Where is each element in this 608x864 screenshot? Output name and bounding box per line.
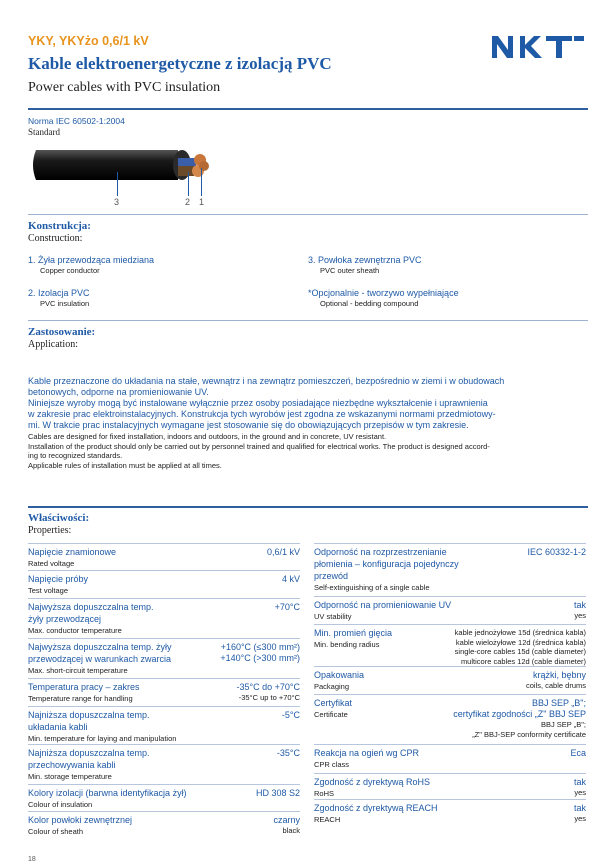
property-label-en: UV stability: [314, 612, 352, 621]
construction-item-pl: *Opcjonalnie - tworzywo wypełniające: [308, 288, 459, 298]
property-value: BBJ SEP „B";: [531, 698, 586, 708]
property-value: +160°C (≤300 mm²): [220, 642, 300, 652]
property-value-en: BBJ SEP „B";: [540, 720, 586, 729]
construction-item: [308, 288, 459, 308]
property-row: [28, 598, 300, 638]
property-value-en: kable wielożyłowe 12d (średnica kabla): [455, 637, 586, 647]
property-value: certyfikat zgodności „Z" BBJ SEP: [453, 709, 586, 719]
property-value-en: yes: [574, 611, 586, 620]
properties-title: Właściwości:: [28, 512, 90, 524]
construction-item-en: PVC insulation: [40, 299, 90, 308]
property-label-en: Min. temperature for laying and manipulation: [28, 734, 177, 743]
property-label: Kolor powłoki zewnętrznej: [28, 815, 133, 825]
property-row: [314, 666, 586, 694]
property-value: -35°C: [276, 748, 300, 758]
construction-item: [28, 288, 90, 308]
application-line: mi. W trakcie prac instalacyjnych wymagane jest stosowanie się do obowiązujących przepisów w tym zakresie.: [28, 420, 469, 430]
property-value: IEC 60332-1-2: [527, 547, 586, 557]
property-label: układania kabli: [28, 722, 88, 732]
property-label: Zgodność z dyrektywą RoHS: [314, 777, 431, 787]
property-value: +70°C: [274, 602, 300, 612]
property-row: [28, 784, 300, 811]
application-line: Installation of the product should only be carried out by personnel trained and qualified for electrical works. The product is designed accord-: [28, 441, 490, 451]
application-subtitle: Application:: [28, 339, 78, 350]
property-row: [314, 694, 586, 744]
construction-item-pl: 2. Izolacja PVC: [28, 288, 90, 298]
property-label-en: Rated voltage: [28, 559, 75, 568]
property-value-en: kable jednożyłowe 15d (średnica kabla): [454, 628, 586, 637]
property-label-en: Max. conductor temperature: [28, 626, 122, 635]
property-label-en: RoHS: [314, 789, 335, 798]
construction-item: [28, 255, 154, 275]
property-label-en: Colour of insulation: [28, 800, 93, 809]
property-label: Temperatura pracy – zakres: [28, 682, 140, 692]
cable-illustration: [28, 138, 228, 210]
page-number: 18: [28, 856, 36, 863]
construction-title: Konstrukcja:: [28, 220, 91, 232]
property-row: [314, 744, 586, 773]
property-value-en: yes: [574, 814, 586, 823]
property-value-en: black: [282, 826, 300, 835]
property-row: [28, 744, 300, 784]
property-value: 4 kV: [281, 574, 300, 584]
property-value-en: -35°C up to +70°C: [238, 693, 300, 702]
property-label-en: Test voltage: [28, 586, 69, 595]
property-value: czarny: [273, 815, 300, 825]
property-label-en: Self-extinguishing of a single cable: [314, 583, 430, 592]
property-label-en: Temperature range for handling: [28, 694, 133, 703]
property-label: Certyfikat: [314, 698, 353, 708]
property-row: [28, 570, 300, 598]
property-value: 0,6/1 kV: [266, 547, 300, 557]
property-value: -5°C: [281, 710, 300, 720]
property-value: HD 308 S2: [255, 788, 300, 798]
application-title: Zastosowanie:: [28, 326, 96, 338]
construction-item-en: Optional - bedding compound: [320, 299, 419, 308]
property-value: tak: [573, 777, 586, 787]
product-code: YKY, YKYżo 0,6/1 kV: [28, 34, 149, 48]
property-label-en: Certificate: [314, 710, 348, 719]
callout-line-3: [117, 172, 118, 196]
property-label: Zgodność z dyrektywą REACH: [314, 803, 438, 813]
property-value-en: coils, cable drums: [525, 681, 586, 690]
application-line: Niniejsze wyroby mogą być instalowane wyłącznie przez osoby posiadające niezbędne wykształcenie i uprawnienia: [28, 398, 488, 408]
property-value-en: multicore cables 12d (cable diameter): [460, 656, 586, 666]
construction-item-en: Copper conductor: [40, 266, 100, 275]
property-label: Min. promień gięcia: [314, 628, 393, 638]
properties-subtitle: Properties:: [28, 525, 72, 536]
callout-line-1: [201, 168, 202, 196]
property-label: Napięcie znamionowe: [28, 547, 117, 557]
standard-label: Norma IEC 60502-1:2004: [28, 116, 125, 126]
application-line: Cables are designed for fixed installation, indoors and outdoors, in the ground and in concrete, UV resistant.: [28, 432, 387, 441]
property-label: Reakcja na ogień wg CPR: [314, 748, 420, 758]
construction-subtitle: Construction:: [28, 233, 83, 244]
property-label: Napięcie próby: [28, 574, 89, 584]
property-row: [28, 638, 300, 678]
application-line: w zakresie prac elektroinstalacyjnych. Konstrukcja tych wyrobów jest zgodna ze wskazanymi normami przedmiotowy-: [28, 409, 496, 419]
callout-line-2: [188, 172, 189, 196]
property-label: płomienia – konfiguracja pojedynczy: [314, 559, 459, 569]
callout-3: 3: [114, 197, 120, 207]
property-label: żyły przewodzącej: [28, 614, 102, 624]
property-label: Odporność na rozprzestrzenianie: [314, 547, 447, 557]
property-label: Kolory izolacji (barwna identyfikacja żył): [28, 788, 187, 798]
property-label-en: Colour of sheath: [28, 827, 84, 836]
application-text-pl: [28, 376, 588, 431]
property-label-en: Min. storage temperature: [28, 772, 112, 781]
standard-sublabel: Standard: [28, 127, 60, 137]
property-value: krążki, bębny: [532, 670, 586, 680]
property-label-en: CPR class: [314, 760, 350, 769]
property-row: [28, 543, 300, 570]
property-value: tak: [573, 803, 586, 813]
property-value: -35°C do +70°C: [236, 682, 300, 692]
page-title: Kable elektroenergetyczne z izolacją PVC: [28, 54, 332, 73]
property-label: Odporność na promieniowanie UV: [314, 600, 452, 610]
property-value: +140°C (>300 mm²): [220, 653, 300, 663]
property-value-en: yes: [574, 788, 586, 797]
application-text-en: [28, 432, 588, 470]
property-row: [314, 596, 586, 624]
property-value: Eca: [570, 748, 586, 758]
property-label-en: REACH: [314, 815, 341, 824]
application-line: Applicable rules of installation must be applied at all times.: [28, 460, 222, 470]
property-label: przewód: [314, 571, 349, 581]
property-value: tak: [573, 600, 586, 610]
property-value-en: single-core cables 15d (cable diameter): [454, 647, 586, 656]
property-row: [28, 678, 300, 706]
property-label: Najwyższa dopuszczalna temp. żyły: [28, 642, 172, 652]
construction-item-pl: 3. Powłoka zewnętrzna PVC: [308, 255, 422, 265]
callout-1: 1: [199, 197, 205, 207]
property-label: Najniższa dopuszczalna temp.: [28, 710, 150, 720]
property-label-en: Max. short-circuit temperature: [28, 666, 128, 675]
property-label-en: Packaging: [314, 682, 350, 691]
construction-item-pl: 1. Żyła przewodząca miedziana: [28, 255, 155, 265]
callout-2: 2: [185, 197, 191, 207]
property-label: przechowywania kabli: [28, 760, 116, 770]
property-row: [314, 773, 586, 799]
application-line: betonowych, odporne na promieniowanie UV.: [28, 387, 209, 397]
property-row: [28, 706, 300, 744]
construction-item-en: PVC outer sheath: [320, 266, 380, 275]
property-label: Najniższa dopuszczalna temp.: [28, 748, 150, 758]
construction-item: [308, 255, 422, 275]
property-label: przewodzącej w warunkach zwarcia: [28, 654, 172, 664]
property-row: [314, 799, 586, 830]
property-value-en: „Z" BBJ-SEP conformity certificate: [472, 729, 586, 739]
property-row: [28, 811, 300, 842]
property-label-en: Min. bending radius: [314, 640, 380, 649]
application-line: ing to recognized standards.: [28, 451, 123, 460]
nkt-logo: [490, 34, 586, 60]
application-line: Kable przeznaczone do układania na stałe, wewnątrz i na zewnątrz pomieszczeń, bezpośrednio w ziemi i w obudowach: [28, 376, 505, 386]
property-label: Opakowania: [314, 670, 365, 680]
property-label: Najwyższa dopuszczalna temp.: [28, 602, 154, 612]
property-row: [314, 624, 586, 666]
property-row: [314, 543, 586, 596]
page-subtitle: Power cables with PVC insulation: [28, 80, 221, 95]
